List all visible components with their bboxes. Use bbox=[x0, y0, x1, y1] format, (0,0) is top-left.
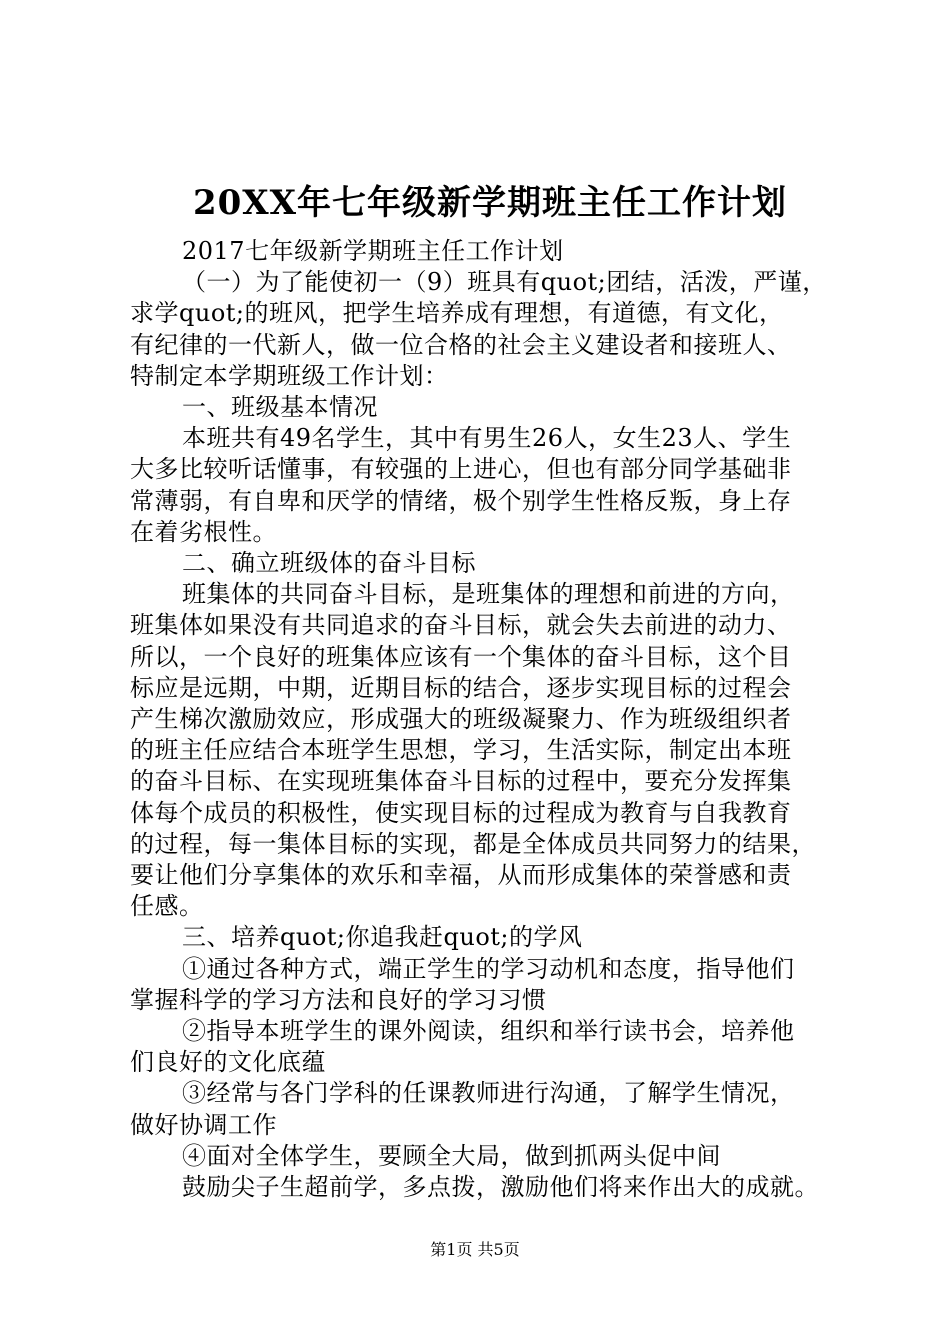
body-line: 们良好的文化底蕴 bbox=[130, 1048, 326, 1077]
body-line: （一）为了能使初一（9）班具有quot;团结，活泼，严谨， bbox=[182, 268, 827, 297]
body-line: 班集体如果没有共同追求的奋斗目标，就会失去前进的动力、 bbox=[130, 611, 792, 640]
body-line: 的奋斗目标、在实现班集体奋斗目标的过程中，要充分发挥集 bbox=[130, 767, 792, 796]
body-line: 2017七年级新学期班主任工作计划 bbox=[182, 237, 564, 265]
document-body bbox=[130, 236, 850, 1203]
body-line: 求学quot;的班风，把学生培养成有理想，有道德，有文化， bbox=[130, 299, 784, 328]
body-line: 本班共有49名学生，其中有男生26人，女生23人、学生 bbox=[182, 424, 792, 453]
body-line: 鼓励尖子生超前学，多点拨，激励他们将来作出大的成就。 bbox=[182, 1173, 819, 1202]
body-line: 的过程，每一集体目标的实现，都是全体成员共同努力的结果， bbox=[130, 829, 816, 858]
page-footer: 第1页 共5页 bbox=[430, 1240, 520, 1259]
body-line: ①通过各种方式，端正学生的学习动机和态度，指导他们 bbox=[182, 954, 795, 983]
body-line: 要让他们分享集体的欢乐和幸福，从而形成集体的荣誉感和责 bbox=[130, 861, 792, 890]
body-line: 掌握科学的学习方法和良好的学习习惯 bbox=[130, 985, 547, 1014]
body-line: 在着劣根性。 bbox=[130, 517, 277, 546]
body-line: 一、班级基本情况 bbox=[182, 393, 378, 422]
body-line: 班集体的共同奋斗目标，是班集体的理想和前进的方向， bbox=[182, 580, 795, 609]
body-line: 有纪律的一代新人，做一位合格的社会主义建设者和接班人、 bbox=[130, 330, 792, 359]
body-line: 的班主任应结合本班学生思想，学习，生活实际，制定出本班 bbox=[130, 736, 792, 765]
body-line: 所以，一个良好的班集体应该有一个集体的奋斗目标，这个目 bbox=[130, 642, 792, 671]
document-page bbox=[130, 180, 850, 1203]
body-line: 标应是远期，中期，近期目标的结合，逐步实现目标的过程会 bbox=[130, 673, 792, 702]
body-line: ②指导本班学生的课外阅读，组织和举行读书会，培养他 bbox=[182, 1017, 795, 1046]
body-line: 三、培养quot;你追我赶quot;的学风 bbox=[182, 923, 583, 952]
body-line: 常薄弱，有自卑和厌学的情绪，极个别学生性格反叛，身上存 bbox=[130, 486, 792, 515]
body-line: ③经常与各门学科的任课教师进行沟通，了解学生情况， bbox=[182, 1079, 795, 1108]
body-line: 体每个成员的积极性，使实现目标的过程成为教育与自我教育 bbox=[130, 798, 792, 827]
body-line: 特制定本学期班级工作计划： bbox=[130, 361, 449, 390]
body-line: 产生梯次激励效应，形成强大的班级凝聚力、作为班级组织者 bbox=[130, 705, 792, 734]
body-line: 二、确立班级体的奋斗目标 bbox=[182, 549, 476, 578]
body-line: ④面对全体学生，要顾全大局，做到抓两头促中间 bbox=[182, 1141, 721, 1170]
document-title: 20XX年七年级新学期班主任工作计划 bbox=[192, 183, 788, 223]
body-line: 大多比较听话懂事，有较强的上进心，但也有部分同学基础非 bbox=[130, 455, 792, 484]
body-line: 做好协调工作 bbox=[130, 1110, 277, 1139]
body-line: 任感。 bbox=[130, 892, 204, 921]
